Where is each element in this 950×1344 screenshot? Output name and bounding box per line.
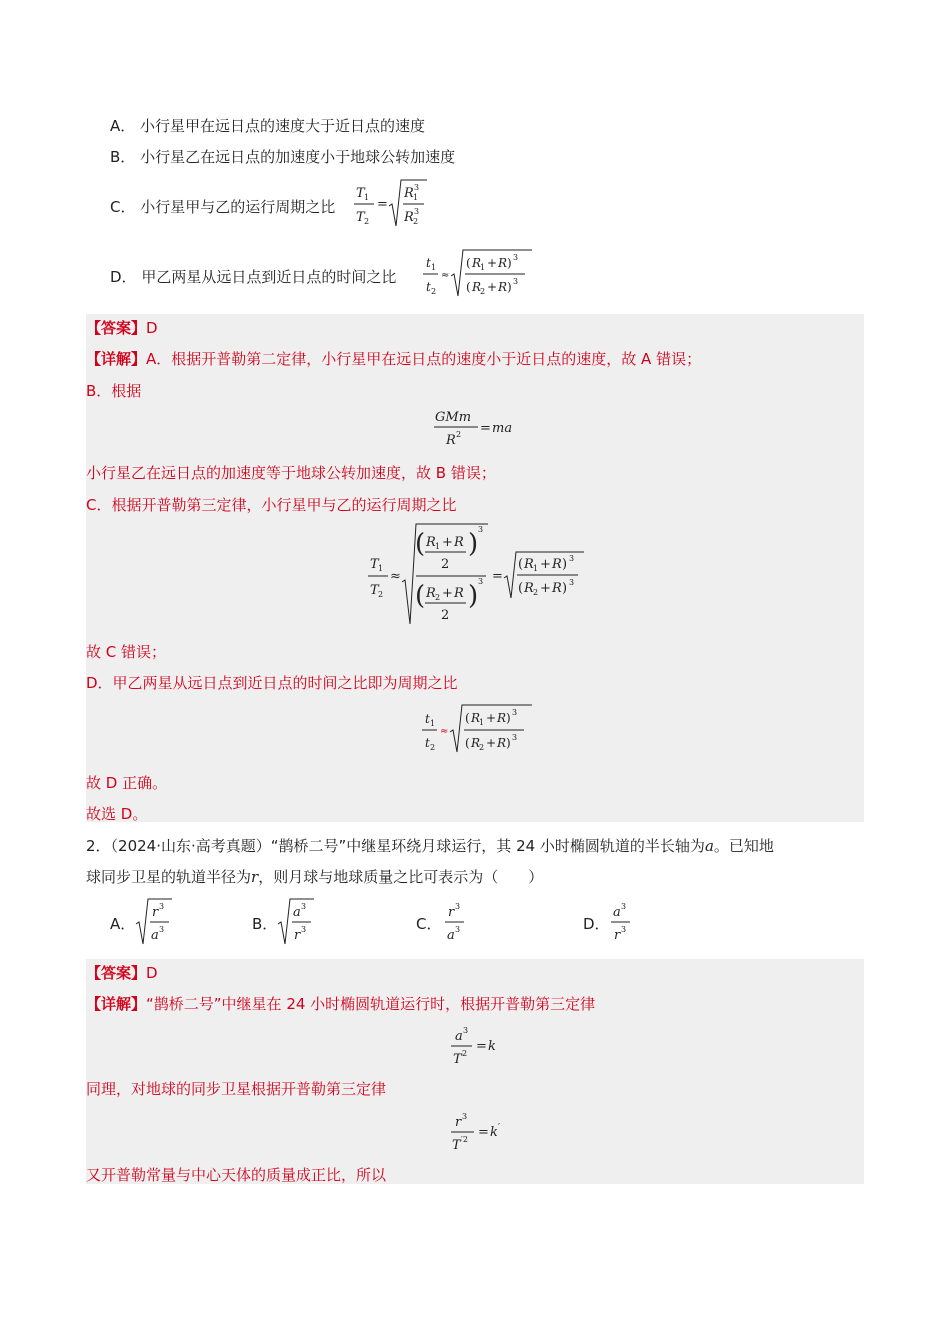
svg-text:): ) [562,581,568,596]
q2-option-a-formula [134,896,174,950]
svg-text:2: 2 [431,287,437,296]
option-letter: D． [110,268,137,286]
svg-text:T: T [356,186,365,201]
formula-time-ratio-detail [420,702,535,760]
q2-option-d-letter: D． [583,915,610,933]
svg-text:3: 3 [478,525,484,534]
svg-text:2: 2 [430,743,436,752]
answer-value: D [146,964,158,982]
q1-option-a [110,115,425,136]
svg-text:3: 3 [414,207,420,216]
formula-svg [448,1022,508,1070]
svg-text:1: 1 [533,564,539,573]
svg-text:2: 2 [479,743,485,752]
svg-text:3: 3 [513,277,519,286]
svg-text:+: + [540,557,551,572]
svg-text:T: T [370,557,379,572]
svg-text:(: ( [466,256,471,270]
svg-text:3: 3 [512,733,518,742]
formula-svg [420,248,535,300]
svg-text:(: ( [415,529,426,559]
svg-text:1: 1 [479,718,485,727]
formula-svg [420,702,535,756]
svg-text:3: 3 [478,577,484,586]
formula-kepler-third [366,522,588,630]
question-text: 球同步卫星的轨道半径为 [86,868,252,886]
svg-text:GMm: GMm [435,410,472,425]
q2-answer [86,962,158,983]
svg-text:t: t [426,280,431,294]
svg-text:t: t [425,712,430,726]
svg-text:T: T [453,1052,462,1067]
svg-text:1: 1 [364,193,370,202]
svg-text:R: R [497,711,507,725]
svg-text:R: R [498,280,508,294]
q1-option-b [110,146,455,167]
svg-text:=: = [377,197,388,212]
svg-text:3: 3 [513,253,519,262]
option-text: 小行星甲与乙的运行周期之比 [140,198,336,216]
svg-text:a: a [613,905,621,920]
option-text: 甲乙两星从远日点到近日点的时间之比 [141,268,397,286]
question-text: 。已知地 [713,837,774,855]
q2-option-b-formula [276,896,316,950]
svg-text:+: + [442,535,453,550]
q1-detail-c: C．根据开普勒第三定律，小行星甲与乙的运行周期之比 [86,496,457,514]
svg-text:′2: ′2 [461,1135,468,1144]
svg-text:3: 3 [159,925,165,934]
svg-text:+: + [487,256,498,270]
svg-text:≈: ≈ [440,726,449,737]
svg-text:2: 2 [413,217,419,226]
svg-text:3: 3 [455,902,461,911]
svg-text:a: a [447,928,455,943]
detail-text: A．根据开普勒第二定律，小行星甲在远日点的速度小于近日点的速度，故 A 错误； [146,350,702,368]
svg-text:R: R [497,736,507,750]
option-text: 小行星乙在远日点的加速度小于地球公转加速度 [140,148,456,166]
svg-text:2: 2 [435,593,441,602]
q1-detail-b: B．根据 [86,382,142,400]
svg-text:a: a [151,928,159,943]
formula-svg [134,896,174,946]
svg-text:3: 3 [159,902,165,911]
svg-text:t: t [426,256,431,270]
svg-text:R: R [552,557,562,572]
question-number: 2． [86,837,111,855]
q1-option-d [110,266,396,287]
svg-text:2: 2 [462,1049,468,1058]
svg-text:R: R [524,581,534,596]
svg-text:R: R [471,736,481,750]
q1-detail-d: D．甲乙两星从远日点到近日点的时间之比即为周期之比 [86,674,458,692]
q2-stem-line-1 [86,835,774,856]
svg-text:): ) [507,280,512,294]
svg-text:a: a [293,905,301,920]
q1-detail-final: 故选 D。 [86,805,148,823]
svg-text:R: R [446,433,456,448]
svg-text:1: 1 [413,193,419,202]
svg-text:k: k [490,1125,498,1140]
question-source: （2024·山东·高考真题） [110,837,271,855]
svg-text:a: a [455,1029,463,1044]
svg-text:+: + [486,736,497,750]
svg-text:2: 2 [441,557,450,572]
svg-text:R: R [454,586,464,601]
svg-text:(: ( [466,280,471,294]
svg-text:(: ( [465,736,470,750]
svg-text:(: ( [415,581,426,611]
svg-text:2: 2 [378,590,384,599]
svg-text:+: + [487,280,498,294]
svg-text:T: T [370,583,379,598]
answer-tag: 【答案】 [86,319,147,337]
question-text: ，则月球与地球质量之比可表示为（ ） [258,868,544,886]
svg-text:1: 1 [431,263,437,272]
formula-gravity [432,404,522,454]
svg-text:R: R [472,280,482,294]
svg-text:r: r [448,905,455,920]
formula-period-ratio [352,178,428,234]
q1-detail-c2: 故 C 错误； [86,643,167,661]
q1-detail-a [86,348,701,369]
svg-text:1: 1 [480,263,486,272]
formula-svg [442,898,472,946]
svg-text:): ) [506,736,511,750]
variable-r: r [251,868,259,886]
formula-svg [608,898,638,946]
detail-tag: 【详解】 [86,350,147,368]
svg-text:≈: ≈ [390,569,401,584]
q2-option-d-formula [608,898,638,950]
formula-kepler-moon [448,1022,508,1074]
svg-text:3: 3 [621,925,627,934]
detail-tag: 【详解】 [86,995,147,1013]
svg-text:): ) [468,581,479,611]
formula-svg [366,522,588,626]
svg-text:3: 3 [301,902,307,911]
svg-text:R: R [524,557,534,572]
svg-text:R: R [498,256,508,270]
svg-text:r: r [294,928,301,943]
svg-text:ma: ma [492,421,513,436]
svg-text:+: + [540,581,551,596]
q1-detail-d2: 故 D 正确。 [86,774,168,792]
option-letter: B． [110,148,136,166]
svg-text:=: = [492,569,503,584]
svg-text:(: ( [518,557,524,572]
svg-text:2: 2 [456,430,462,439]
svg-text:=: = [476,1039,487,1054]
svg-text:=: = [478,1125,489,1140]
formula-kepler-earth [448,1108,512,1160]
svg-text:): ) [468,529,479,559]
svg-text:3: 3 [463,1026,469,1035]
svg-text:R: R [426,535,436,550]
option-letter: A． [110,117,136,135]
svg-text:R: R [552,581,562,596]
svg-text:(: ( [518,581,524,596]
svg-text:3: 3 [621,902,627,911]
svg-text:R: R [404,210,414,225]
answer-tag: 【答案】 [86,964,147,982]
q2-detail-3: 又开普勒常量与中心天体的质量成正比，所以 [86,1166,387,1184]
svg-text:R: R [404,186,414,201]
q2-option-b-letter: B． [252,915,278,933]
svg-text:k: k [488,1039,496,1054]
svg-text:t: t [425,736,430,750]
q2-detail-1 [86,993,595,1014]
q1-option-c [110,196,335,217]
svg-text:=: = [480,421,491,436]
svg-text:1: 1 [430,719,436,728]
variable-a: a [704,837,714,855]
svg-text:3: 3 [569,578,575,587]
svg-text:3: 3 [512,708,518,717]
svg-text:3: 3 [462,1112,468,1121]
svg-text:3: 3 [301,925,307,934]
svg-text:R: R [471,711,481,725]
formula-svg [448,1108,512,1156]
formula-svg [352,178,428,230]
svg-text:): ) [562,557,568,572]
q2-detail-2: 同理，对地球的同步卫星根据开普勒第三定律 [86,1080,387,1098]
answer-value: D [146,319,158,337]
svg-text:2: 2 [533,588,539,597]
q2-option-a-letter: A． [110,915,136,933]
svg-text:T: T [452,1138,461,1153]
svg-text:3: 3 [569,554,575,563]
option-letter: C． [110,198,136,216]
svg-text:2: 2 [441,608,450,623]
svg-text:R: R [454,535,464,550]
svg-text:): ) [506,711,511,725]
svg-text:1: 1 [435,542,441,551]
svg-text:r: r [455,1115,462,1130]
svg-text:r: r [152,905,159,920]
svg-text:2: 2 [480,287,486,296]
svg-text:r: r [614,928,621,943]
option-text: 小行星甲在远日点的速度大于近日点的速度 [140,117,426,135]
q2-stem-line-2 [86,866,543,887]
q2-option-c-formula [442,898,472,950]
q2-option-c-letter: C． [416,915,442,933]
q1-detail-b2: 小行星乙在远日点的加速度等于地球公转加速度，故 B 错误； [86,464,496,482]
formula-time-ratio [420,248,535,304]
question-text: “鹊桥二号”中继星环绕月球运行，其 24 小时椭圆轨道的半长轴为 [270,837,705,855]
svg-text:(: ( [465,711,470,725]
svg-text:1: 1 [378,564,384,573]
q1-answer [86,317,158,338]
svg-text:′: ′ [498,1123,501,1133]
svg-text:): ) [507,256,512,270]
svg-text:T: T [356,210,365,225]
formula-svg [276,896,316,946]
detail-text: “鹊桥二号”中继星在 24 小时椭圆轨道运行时，根据开普勒第三定律 [146,995,596,1013]
svg-text:+: + [486,711,497,725]
svg-text:R: R [426,586,436,601]
formula-svg [432,404,522,450]
svg-text:+: + [442,586,453,601]
svg-text:R: R [472,256,482,270]
svg-text:3: 3 [414,183,420,192]
svg-text:2: 2 [364,217,370,226]
svg-text:3: 3 [455,925,461,934]
svg-text:≈: ≈ [441,270,450,281]
